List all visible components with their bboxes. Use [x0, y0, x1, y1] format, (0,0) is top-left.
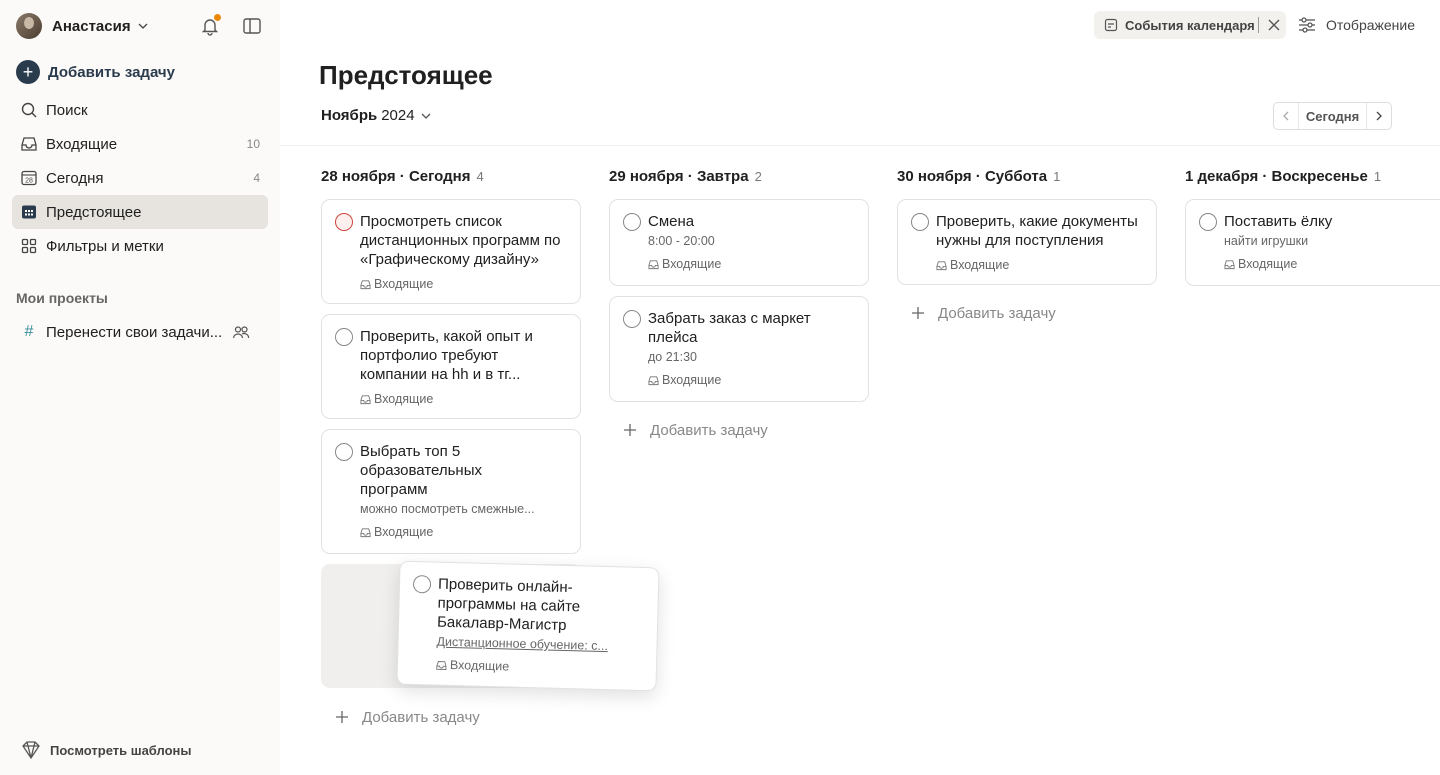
day-label: 1 декабря · Воскресенье: [1185, 168, 1368, 185]
day-column-header: [609, 168, 762, 185]
day-column-header: [897, 168, 1060, 185]
avatar: [16, 13, 42, 39]
task-project-label: Входящие: [374, 525, 434, 539]
task-project: [360, 525, 568, 539]
task-project-label: Входящие: [374, 392, 434, 406]
sidebar-item-label: Входящие: [46, 135, 118, 153]
inbox-icon: [20, 135, 38, 153]
task-checkbox[interactable]: [623, 213, 641, 231]
task-description: можно посмотреть смежные...: [360, 502, 535, 516]
task-description-link[interactable]: Дистанционное обучение: с...: [436, 634, 609, 654]
inbox-icon: [436, 659, 447, 670]
view-label: Отображение: [1326, 17, 1416, 33]
sidebar-item-label: Фильтры и метки: [46, 237, 164, 255]
task-checkbox[interactable]: [623, 310, 641, 328]
day-label: 30 ноября · Суббота: [897, 168, 1048, 185]
add-task-button[interactable]: [332, 705, 480, 729]
month-picker[interactable]: [321, 107, 432, 124]
shared-people-icon: [232, 325, 250, 339]
day-label: 28 ноября · Сегодня: [321, 168, 471, 185]
day-column-header: [1185, 168, 1381, 185]
task-project: [648, 373, 856, 387]
day-column-header: [321, 168, 484, 185]
task-title: Проверить, какой опыт и портфолио требуют компании на hh и в тг...: [360, 328, 533, 383]
add-task-button[interactable]: [620, 418, 768, 442]
calendar-today-icon: [20, 169, 38, 187]
sidebar-item-today[interactable]: [12, 161, 268, 195]
add-task-button[interactable]: [16, 60, 175, 84]
task-project-label: Входящие: [662, 257, 722, 271]
plus-icon: [908, 303, 928, 323]
task-project: [936, 258, 1144, 272]
dragging-task-card[interactable]: [396, 561, 659, 692]
inbox-icon: [1224, 259, 1235, 270]
day-label: 29 ноября · Завтра: [609, 168, 749, 185]
page-title: Предстоящее: [319, 60, 493, 90]
inbox-icon: [648, 259, 659, 270]
task-description: 8:00 - 20:00: [648, 234, 715, 248]
plus-icon: [620, 420, 640, 440]
calendar-sync-icon: [1104, 18, 1118, 32]
task-card[interactable]: [609, 296, 869, 402]
sidebar-toggle-icon[interactable]: [242, 16, 262, 36]
filters-icon: [20, 237, 38, 255]
add-task-label: Добавить задачу: [938, 304, 1056, 322]
task-title: Просмотреть список дистанционных программ по «Графическому дизайну»: [360, 213, 561, 268]
sidebar-project[interactable]: [12, 315, 268, 349]
calendar-events-label: События календаря: [1125, 17, 1255, 33]
task-title: Забрать заказ с маркет плейса: [648, 310, 811, 346]
task-project-label: Входящие: [374, 277, 434, 291]
inbox-icon: [360, 394, 371, 405]
divider: [1258, 17, 1259, 33]
hash-icon: #: [24, 323, 34, 340]
task-card[interactable]: [609, 199, 869, 286]
username: Анастасия: [52, 17, 131, 35]
project-name: Перенести свои задачи...: [46, 323, 223, 341]
plus-icon: [332, 707, 352, 727]
today-button[interactable]: Сегодня: [1298, 103, 1367, 129]
inbox-icon: [936, 260, 947, 271]
templates-label: Посмотреть шаблоны: [50, 742, 192, 758]
task-project: [360, 392, 568, 406]
svg-text:28: 28: [25, 177, 33, 185]
add-task-label: Добавить задачу: [650, 421, 768, 439]
inbox-count: 10: [246, 137, 260, 151]
task-title: Проверить, какие документы нужны для поступления: [936, 213, 1138, 249]
task-title: Выбрать топ 5 образовательных программ: [360, 443, 482, 498]
task-checkbox[interactable]: [413, 575, 431, 593]
task-project-label: Входящие: [1238, 257, 1298, 271]
task-project: [436, 658, 644, 677]
close-icon[interactable]: [1266, 17, 1282, 33]
sidebar: [0, 0, 280, 775]
today-count: 4: [253, 171, 260, 185]
calendar-upcoming-icon: [20, 203, 38, 221]
task-title: Смена: [648, 213, 695, 230]
task-card[interactable]: [897, 199, 1157, 285]
sidebar-nav: [12, 93, 268, 263]
add-task-button[interactable]: [908, 301, 1056, 325]
calendar-events-chip[interactable]: [1094, 11, 1286, 39]
sliders-icon: [1298, 16, 1316, 34]
search-icon: [20, 101, 38, 119]
sidebar-item-label: Поиск: [46, 101, 88, 119]
header-divider: [280, 145, 1440, 146]
task-checkbox[interactable]: [335, 443, 353, 461]
task-title: Поставить ёлку: [1224, 213, 1333, 230]
sidebar-item-upcoming[interactable]: [12, 195, 268, 229]
inbox-icon: [648, 375, 659, 386]
date-navigation: [1273, 102, 1392, 130]
sidebar-item-search[interactable]: [12, 93, 268, 127]
user-menu[interactable]: [16, 12, 149, 40]
task-card[interactable]: [321, 314, 581, 419]
plus-icon: +: [16, 60, 40, 84]
task-card[interactable]: [1185, 199, 1440, 286]
sidebar-item-inbox[interactable]: [12, 127, 268, 161]
task-project: [1224, 257, 1428, 271]
inbox-icon: [360, 527, 371, 538]
task-description: до 21:30: [648, 350, 697, 364]
day-count: 1: [1373, 169, 1382, 184]
browse-templates-button[interactable]: [20, 740, 192, 760]
task-project-label: Входящие: [449, 657, 510, 674]
task-project: [648, 257, 856, 271]
view-options-button[interactable]: [1298, 14, 1415, 36]
task-checkbox[interactable]: [335, 213, 353, 231]
task-project-label: Входящие: [662, 373, 722, 387]
day-count: 1: [1053, 169, 1061, 184]
notification-dot: [214, 14, 221, 21]
task-description: найти игрушки: [1224, 234, 1309, 248]
add-task-label: Добавить задачу: [362, 708, 480, 726]
templates-icon: [20, 740, 42, 760]
task-checkbox[interactable]: [335, 328, 353, 346]
add-task-label: Добавить задачу: [48, 63, 175, 81]
day-count: 2: [754, 169, 762, 184]
chevron-right-icon[interactable]: [1367, 103, 1391, 129]
sidebar-item-label: Сегодня: [46, 169, 104, 187]
sidebar-item-label: Предстоящее: [46, 203, 142, 221]
chevron-down-icon: [137, 20, 149, 32]
task-project: [360, 277, 568, 291]
day-count: 4: [476, 169, 484, 184]
task-card[interactable]: [321, 429, 581, 554]
sidebar-item-filters[interactable]: [12, 229, 268, 263]
month-label: Ноябрь: [321, 107, 378, 124]
chevron-left-icon[interactable]: [1274, 103, 1298, 129]
projects-title[interactable]: Мои проекты: [16, 290, 108, 306]
year-label: 2024: [381, 107, 415, 124]
inbox-icon: [360, 279, 371, 290]
task-project-label: Входящие: [950, 258, 1010, 272]
task-checkbox[interactable]: [1199, 213, 1217, 231]
task-card[interactable]: [321, 199, 581, 304]
chevron-down-icon: [420, 110, 432, 122]
task-title: Проверить онлайн-программы на сайте Бакалавр-Магистр: [436, 575, 581, 635]
task-checkbox[interactable]: [911, 213, 929, 231]
